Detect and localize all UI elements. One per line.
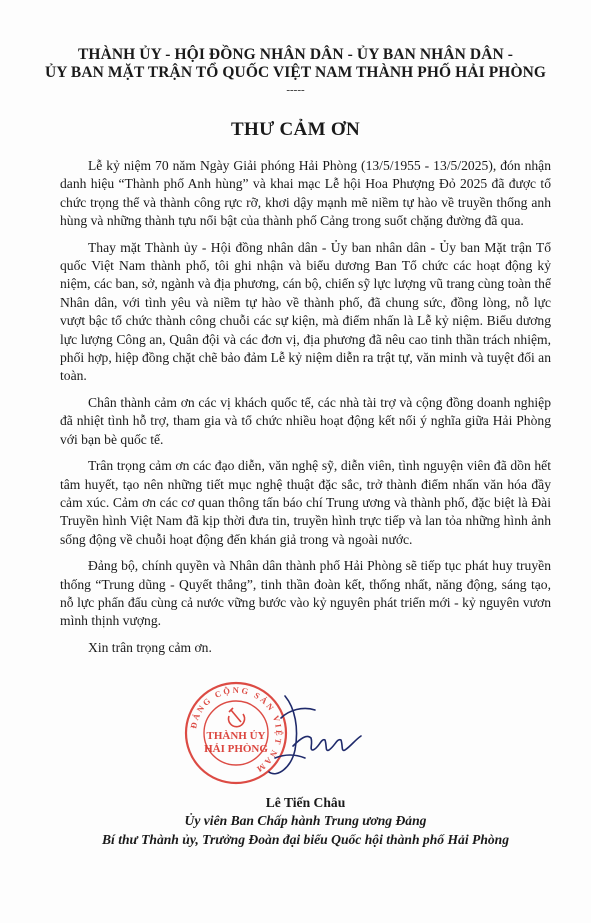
letter-title: THƯ CẢM ƠN: [231, 119, 360, 140]
hammer-sickle-icon: [229, 708, 245, 727]
seal-center-line-1: THÀNH ỦY: [206, 730, 266, 742]
letter-header: [0, 46, 591, 82]
paragraph: Thay mặt Thành ủy - Hội đồng nhân dân - Ủy ban nhân dân - Ủy ban Mặt trận Tổ quốc Việt Nam thành phố, tôi ghi nhận và biểu dương Ban Tổ chức các hoạt động kỷ niệm, các ban, sở, ngành và địa phương, cán bộ, chiến sỹ lực lượng vũ trang cùng toàn thể Nhân dân, với tình yêu và niềm tự hào về thành phố, đã chung sức, đồng lòng, nỗ lực vượt bậc tổ chức thành công chuỗi các sự kiện, mà điểm nhấn là Lễ kỷ niệm. Biểu dương lực lượng Công an, Quân đội và các đơn vị, địa phương đã nêu cao tinh thần trách nhiệm, phối hợp, hiệp đồng chặt chẽ bảo đảm Lễ kỷ niệm diễn ra trật tự, văn minh và tuyệt đối an toàn.: [60, 239, 552, 384]
signature-block: [60, 794, 551, 849]
header-separator: -----: [286, 84, 305, 96]
signer-role-2: Bí thư Thành ủy, Trưởng Đoàn đại biểu Quốc hội thành phố Hải Phòng: [101, 831, 510, 847]
closing-line: Xin trân trọng cảm ơn.: [88, 639, 212, 655]
letter-body: [60, 157, 551, 657]
header-line-1: THÀNH ỦY - HỘI ĐỒNG NHÂN DÂN - ỦY BAN NHÂN DÂN -: [77, 46, 514, 63]
paragraph: Chân thành cảm ơn các vị khách quốc tế, các nhà tài trợ và cộng đồng doanh nghiệp đã nhiệt tình hỗ trợ, tham gia và tổ chức nhiều hoạt động kết nối ý nghĩa giữa Hải Phòng với bạn bè quốc tế.: [60, 394, 551, 447]
signer-name: Lê Tiến Châu: [265, 795, 346, 810]
paragraph: Lễ kỷ niệm 70 năm Ngày Giải phóng Hải Phòng (13/5/1955 - 13/5/2025), đón nhận danh hiệu “Thành phố Anh hùng” và khai mạc Lễ hội Hoa Phượng Đỏ 2025 đã được tổ chức trọng thể và thành công rực rỡ, khơi dậy mạnh mẽ niềm tự hào về truyền thống anh hùng và những thành tựu nổi bật của thành phố Cảng trong suốt chặng đường đã qua.: [60, 158, 551, 229]
seal-ring-text: ĐẢNG CỘNG SẢN VIỆT NAM: [188, 684, 285, 776]
paragraph: Trân trọng cảm ơn các đạo diễn, văn nghệ sỹ, diễn viên, tình nguyện viên đã dồn hết tâm huyết, tạo nên những tiết mục nghệ thuật đặc sắc, trở thành điểm nhấn văn hóa đầy cảm xúc. Cảm ơn các cơ quan thông tấn báo chí Trung ương và thành phố, đặc biệt là Đài Truyền hình Việt Nam đã kịp thời đưa tin, truyền hình trực tiếp và lan tỏa những hình ảnh sống động về chuỗi hoạt động đến khán giả trong và ngoài nước.: [60, 458, 551, 547]
header-line-2: ỦY BAN MẶT TRẬN TỔ QUỐC VIỆT NAM THÀNH PHỐ HẢI PHÒNG: [44, 64, 547, 81]
paragraph: Đảng bộ, chính quyền và Nhân dân thành phố Hải Phòng sẽ tiếp tục phát huy truyền thống “Trung dũng - Quyết thắng”, tinh thần đoàn kết, thống nhất, năng động, sáng tạo, nỗ lực phấn đấu cùng cả nước vững bước vào kỷ nguyên phát triển mới - kỷ nguyên vươn mình thịnh vượng.: [60, 558, 551, 629]
seal-center-line-2: HẢI PHÒNG: [204, 743, 268, 755]
handwritten-signature: [255, 688, 375, 788]
signer-role-1: Ủy viên Ban Chấp hành Trung ương Đảng: [184, 813, 427, 829]
